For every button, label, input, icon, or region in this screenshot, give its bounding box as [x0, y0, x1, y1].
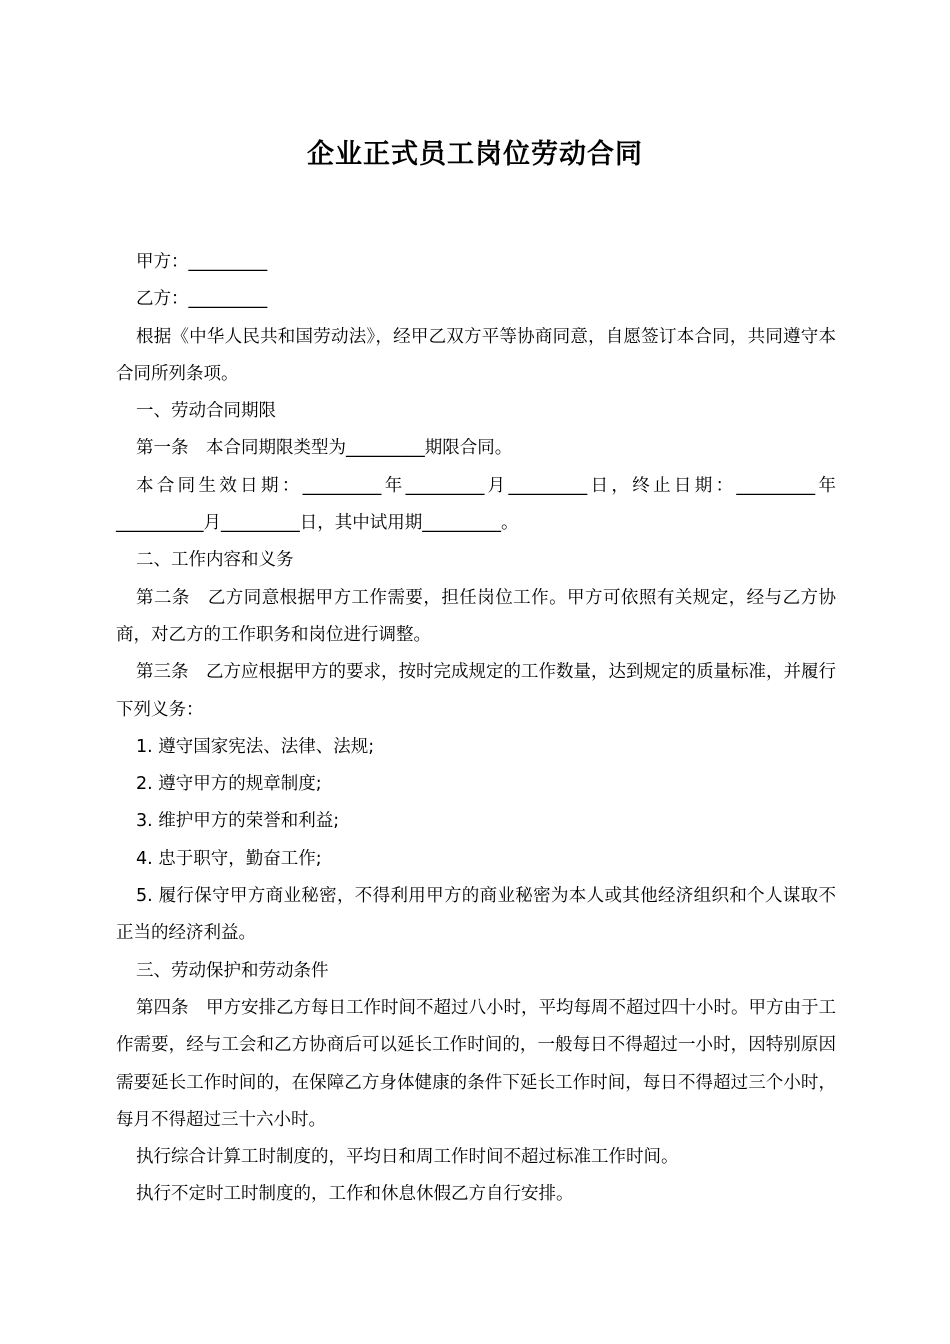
document-title: 企业正式员工岗位劳动合同: [307, 139, 643, 170]
article-4: 第四条 甲方安排乙方每日工作时间不超过八小时，平均每周不超过四十小时。甲方由于工作需要，经与工会和乙方协商后可以延长工作时间的，一般每日不得超过一小时，因特别原因需要延长工作时间的，在保障乙方身体健康的条件下延长工作时间，每日不得超过三个小时，每月不得超过三十六小时。: [116, 997, 836, 1130]
article-1: 第一条 本合同期限类型为_________期限合同。: [136, 438, 513, 459]
duty-item-5: 5. 履行保守甲方商业秘密，不得利用甲方的商业秘密为本人或其他经济组织和个人谋取不正当的经济利益。: [116, 886, 836, 944]
flexible-hours-paragraph: 执行不定时工时制度的，工作和休息休假乙方自行安排。: [136, 1184, 574, 1205]
duty-item-1: 1. 遵守国家宪法、法律、法规;: [136, 736, 375, 757]
article-2: 第二条 乙方同意根据甲方工作需要，担任岗位工作。甲方可依照有关规定，经与乙方协商，对乙方的工作职务和岗位进行调整。: [116, 587, 836, 645]
party-b-line: 乙方：_________: [136, 289, 268, 310]
section-heading-term: 一、劳动合同期限: [136, 401, 276, 422]
section-heading-protection: 三、劳动保护和劳动条件: [136, 960, 329, 981]
effective-date-paragraph: 本合同生效日期：_________年_________月_________日，终止日期：_________年__________月_________日，其中试用期_________。: [116, 475, 836, 534]
party-a-line: 甲方：_________: [136, 252, 268, 272]
comprehensive-hours-paragraph: 执行综合计算工时制度的，平均日和周工作时间不超过标准工作时间。: [136, 1147, 679, 1168]
section-heading-duties: 二、工作内容和义务: [136, 550, 294, 571]
duty-item-2: 2. 遵守甲方的规章制度;: [136, 774, 322, 795]
duty-item-4: 4. 忠于职守，勤奋工作;: [136, 848, 322, 869]
document-body: [116, 244, 836, 1214]
duty-item-3: 3. 维护甲方的荣誉和利益;: [136, 811, 340, 832]
preamble-paragraph: 根据《中华人民共和国劳动法》，经甲乙双方平等协商同意，自愿签订本合同，共同遵守本合同所列条项。: [116, 326, 836, 384]
article-3: 第三条 乙方应根据甲方的要求，按时完成规定的工作数量，达到规定的质量标准，并履行下列义务：: [116, 662, 836, 720]
